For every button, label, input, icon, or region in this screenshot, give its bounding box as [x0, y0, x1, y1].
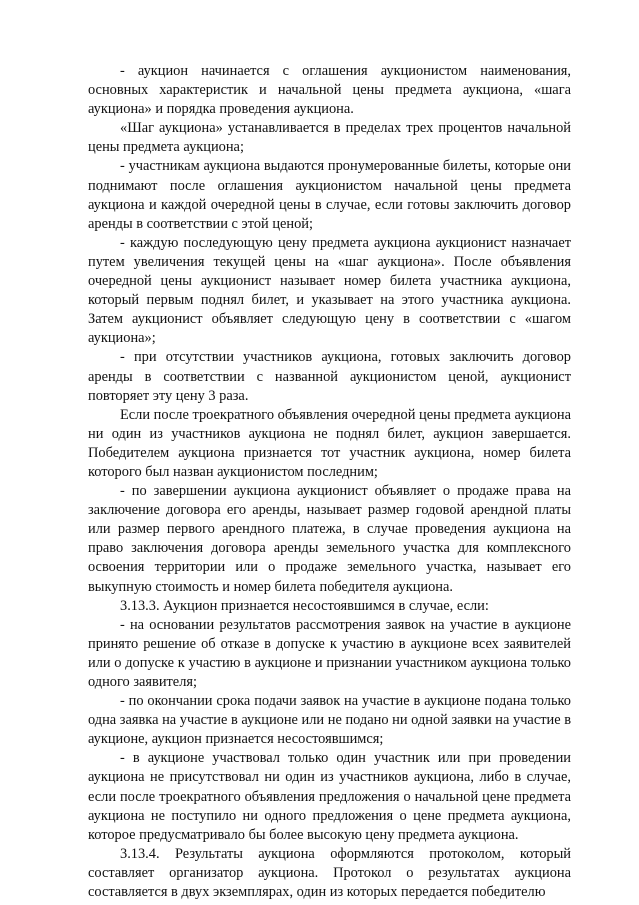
paragraph: - по окончании срока подачи заявок на участие в аукционе подана только одна заявка на участие в аукционе или не подано ни одной заявки на участие в аукционе, аукцион признается несостоявшимся; [88, 693, 571, 748]
document-text [88, 62, 571, 902]
paragraph: - в аукционе участвовал только один участник или при проведении аукциона не присутствовал ни один из участников аукциона, либо в случае, если после троекратного объявления предложения о начальной цене предмета аукциона не поступило ни одного предложения о цене предмета аукциона, которое предусматривало бы более высокую цену предмета аукциона. [88, 750, 571, 843]
paragraph: - на основании результатов рассмотрения заявок на участие в аукционе принято решение об отказе в допуске к участию в аукционе всех заявителей или о допуске к участию в аукционе и признании участником аукциона только одного заявителя; [88, 616, 571, 690]
paragraph: - участникам аукциона выдаются пронумерованные билеты, которые они поднимают после оглашения аукционистом начальной цены предмета аукциона и каждой очередной цены в случае, если готовы заключить договор аренды в соответствии с этой ценой; [88, 158, 571, 232]
paragraph: - по завершении аукциона аукционист объявляет о продаже права на заключение договора его аренды, называет размер годовой арендной платы или размер первого арендного платежа, в случае проведения аукциона на право заключения договора аренды земельного участка для комплексного освоения территории или о продаже земельного участка, называет его выкупную стоимость и номер билета победителя аукциона. [88, 483, 571, 595]
paragraph: - каждую последующую цену предмета аукциона аукционист назначает путем увеличения текущей цены на «шаг аукциона». После объявления очередной цены аукционист называет номер билета участника аукциона, который первым поднял билет, и указывает на этого участника аукциона. Затем аукционист объявляет следующую цену в соответствии с «шагом аукциона»; [88, 234, 571, 347]
section-paragraph-3-13-4: 3.13.4. Результаты аукциона оформляются протоколом, который составляет организатор аукциона. Протокол о результатах аукциона составляется в двух экземплярах, один из которых передается победителю [88, 845, 571, 901]
section-heading-3-13-3: 3.13.3. Аукцион признается несостоявшимся в случае, если: [120, 597, 489, 614]
paragraph: - при отсутствии участников аукциона, готовых заключить договор аренды в соответствии с названной аукционистом ценой, аукционист повторяет эту цену 3 раза. [88, 349, 571, 404]
paragraph: - аукцион начинается с оглашения аукционистом наименования, основных характеристик и начальной цены предмета аукциона, «шага аукциона» и порядка проведения аукциона. [88, 63, 571, 118]
paragraph: «Шаг аукциона» устанавливается в пределах трех процентов начальной цены предмета аукциона; [88, 120, 571, 156]
paragraph: Если после троекратного объявления очередной цены предмета аукциона ни один из участников аукциона не поднял билет, аукцион завершается. Победителем аукциона признается тот участник аукциона, номер билета которого был назван аукционистом последним; [88, 406, 571, 480]
